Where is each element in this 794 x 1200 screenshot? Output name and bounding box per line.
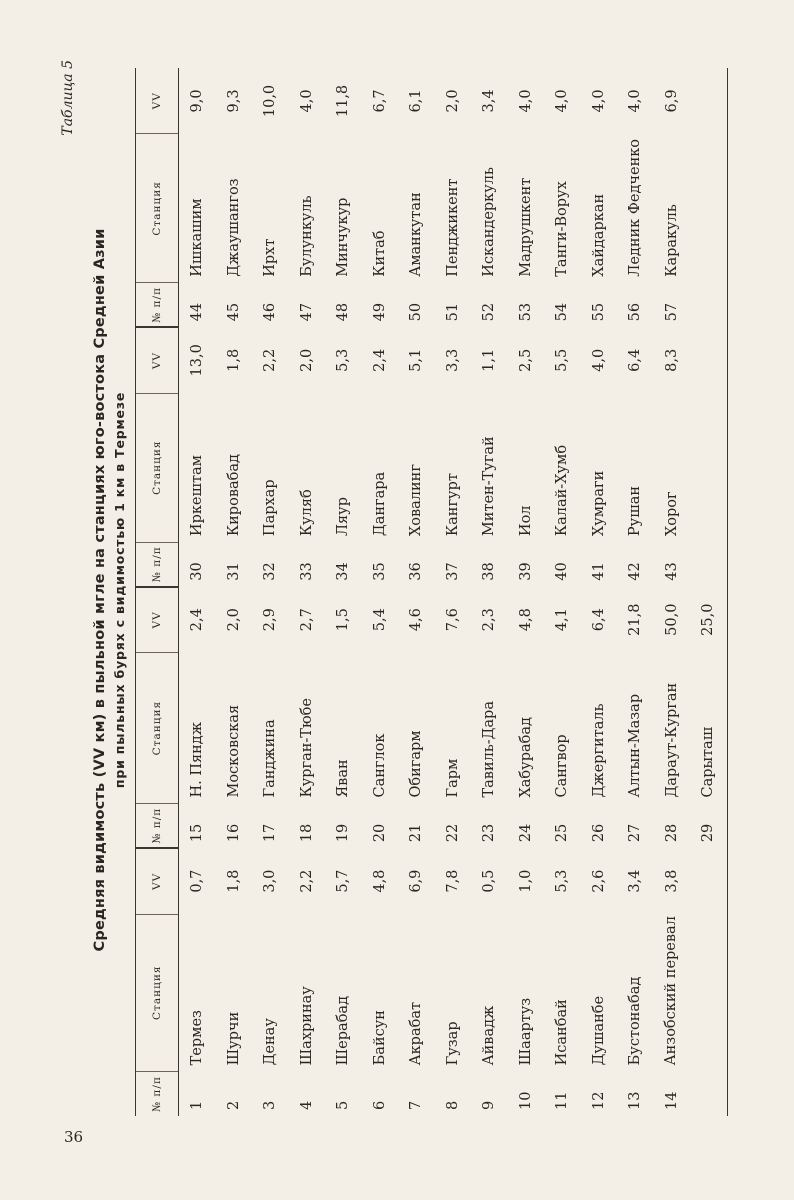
table-row bbox=[398, 68, 435, 1116]
visibility-value: 13,0 bbox=[189, 344, 206, 377]
row-number: 51 bbox=[444, 302, 461, 322]
visibility-value: 1,0 bbox=[517, 869, 534, 893]
row-number: 45 bbox=[225, 302, 242, 322]
row-number: 9 bbox=[481, 1100, 498, 1110]
row-number: 3 bbox=[262, 1100, 279, 1110]
visibility-value: 5,1 bbox=[408, 348, 425, 372]
row-number: 38 bbox=[481, 562, 498, 581]
table-row bbox=[179, 68, 216, 1116]
station-name: Обигарм bbox=[408, 730, 425, 798]
table-row bbox=[289, 68, 326, 1116]
row-number: 6 bbox=[371, 1100, 388, 1110]
visibility-table bbox=[135, 68, 728, 1116]
row-number: 26 bbox=[590, 823, 607, 843]
station-name: Курган-Тюбе bbox=[298, 698, 315, 798]
row-number: 11 bbox=[554, 1091, 571, 1110]
table-row bbox=[252, 68, 289, 1116]
station-name: Исанбай bbox=[554, 999, 571, 1066]
station-name: Денау bbox=[262, 1018, 279, 1066]
visibility-value: 8,3 bbox=[663, 348, 680, 372]
visibility-value: 2,0 bbox=[298, 348, 315, 372]
row-number: 48 bbox=[335, 302, 352, 322]
visibility-value: 7,8 bbox=[444, 869, 461, 893]
station-name: Сарыташ bbox=[690, 653, 727, 804]
visibility-value: 2,7 bbox=[298, 608, 315, 632]
header-station: Станция bbox=[136, 914, 179, 1071]
visibility-value: 5,3 bbox=[554, 869, 571, 893]
row-number: 4 bbox=[298, 1100, 315, 1110]
table-row bbox=[216, 68, 253, 1116]
station-name: Хумраги bbox=[590, 470, 607, 537]
station-name: Китаб bbox=[371, 230, 388, 277]
visibility-value: 4,0 bbox=[590, 348, 607, 372]
station-name: Термез bbox=[189, 1010, 206, 1066]
row-number: 41 bbox=[590, 562, 607, 581]
row-number: 19 bbox=[335, 823, 352, 843]
visibility-value: 0,5 bbox=[481, 869, 498, 893]
row-number: 18 bbox=[298, 823, 315, 843]
header-num: № п/п bbox=[136, 542, 179, 587]
visibility-value: 6,4 bbox=[590, 608, 607, 632]
station-name: Кировабад bbox=[225, 454, 242, 537]
row-number: 37 bbox=[444, 562, 461, 581]
table-row bbox=[435, 68, 472, 1116]
station-name bbox=[690, 914, 727, 1071]
visibility-value: 1,8 bbox=[225, 348, 242, 372]
row-number: 17 bbox=[262, 823, 279, 843]
row-number: 56 bbox=[627, 302, 644, 322]
header-num: № п/п bbox=[136, 1071, 179, 1116]
station-name: Байсун bbox=[371, 1010, 388, 1066]
row-number: 27 bbox=[627, 823, 644, 843]
visibility-value: 21,8 bbox=[627, 603, 644, 636]
row-number: 23 bbox=[481, 823, 498, 843]
row-number: 20 bbox=[371, 823, 388, 843]
station-name: Аманкутан bbox=[408, 192, 425, 277]
station-name: Иркештам bbox=[189, 455, 206, 537]
row-number: 16 bbox=[225, 823, 242, 843]
row-number: 52 bbox=[481, 302, 498, 322]
table-row bbox=[617, 68, 654, 1116]
table-label: Таблица 5 bbox=[60, 60, 76, 136]
row-number bbox=[690, 283, 727, 328]
visibility-value: 0,7 bbox=[189, 869, 206, 893]
visibility-value: 4,0 bbox=[554, 89, 571, 113]
visibility-value: 3,8 bbox=[663, 869, 680, 893]
table-subtitle: при пыльных бурях с видимостью 1 км в Термезе bbox=[112, 391, 127, 789]
station-name: Дараут-Курган bbox=[663, 682, 680, 798]
station-name: Танги-Ворух bbox=[554, 181, 571, 277]
row-number: 15 bbox=[189, 823, 206, 843]
station-name: Дангара bbox=[371, 471, 388, 537]
header-station: Станция bbox=[136, 134, 179, 283]
visibility-value: 4,0 bbox=[298, 89, 315, 113]
row-number: 49 bbox=[371, 302, 388, 322]
table-row bbox=[325, 68, 362, 1116]
visibility-value: 4,8 bbox=[371, 869, 388, 893]
row-number: 29 bbox=[690, 804, 727, 849]
station-name: Искандеркуль bbox=[481, 167, 498, 277]
row-number: 21 bbox=[408, 823, 425, 843]
row-number: 28 bbox=[663, 823, 680, 843]
row-number: 12 bbox=[590, 1091, 607, 1110]
visibility-value: 2,2 bbox=[262, 348, 279, 372]
visibility-value: 4,1 bbox=[554, 608, 571, 632]
row-number: 25 bbox=[554, 823, 571, 843]
row-number: 30 bbox=[189, 562, 206, 581]
visibility-value: 3,3 bbox=[444, 348, 461, 372]
row-number: 57 bbox=[663, 302, 680, 322]
station-name: Яван bbox=[335, 759, 352, 798]
row-number: 54 bbox=[554, 302, 571, 322]
header-num: № п/п bbox=[136, 283, 179, 328]
row-number: 43 bbox=[663, 562, 680, 581]
visibility-value: 9,0 bbox=[189, 89, 206, 113]
visibility-value: 2,2 bbox=[298, 869, 315, 893]
station-name: Пенджикент bbox=[444, 178, 461, 277]
visibility-value bbox=[690, 848, 727, 914]
station-name: Алтын-Мазар bbox=[627, 693, 644, 798]
station-name: Шерабад bbox=[335, 996, 352, 1066]
station-name: Гарм bbox=[444, 758, 461, 798]
visibility-value: 2,0 bbox=[225, 608, 242, 632]
visibility-value bbox=[690, 327, 727, 393]
station-name: Гузар bbox=[444, 1021, 461, 1066]
station-name: Пархар bbox=[262, 479, 279, 537]
station-name: Минчукур bbox=[335, 197, 352, 277]
station-name: Анзобский перевал bbox=[663, 916, 680, 1066]
table-row bbox=[654, 68, 691, 1116]
visibility-value: 3,0 bbox=[262, 869, 279, 893]
rotated-table-page bbox=[60, 60, 760, 1120]
station-name: Куляб bbox=[298, 489, 315, 537]
visibility-value: 9,3 bbox=[225, 89, 242, 113]
header-station: Станция bbox=[136, 653, 179, 804]
visibility-value: 2,9 bbox=[262, 608, 279, 632]
visibility-value: 6,9 bbox=[408, 869, 425, 893]
station-name: Шаартуз bbox=[517, 997, 534, 1066]
visibility-value: 1,5 bbox=[335, 608, 352, 632]
row-number: 36 bbox=[408, 562, 425, 581]
visibility-value: 6,9 bbox=[663, 89, 680, 113]
table-body bbox=[179, 68, 728, 1116]
visibility-value: 11,8 bbox=[335, 84, 352, 118]
station-name: Душанбе bbox=[590, 995, 607, 1066]
row-number: 8 bbox=[444, 1100, 461, 1110]
row-number: 34 bbox=[335, 562, 352, 581]
row-number: 40 bbox=[554, 562, 571, 581]
visibility-value: 4,8 bbox=[517, 608, 534, 632]
station-name: Московская bbox=[225, 704, 242, 798]
visibility-value: 7,6 bbox=[444, 608, 461, 632]
header-vv: VV bbox=[136, 68, 179, 134]
visibility-value: 5,5 bbox=[554, 348, 571, 372]
row-number: 24 bbox=[517, 823, 534, 843]
visibility-value: 4,0 bbox=[517, 89, 534, 113]
station-name: Санглок bbox=[371, 733, 388, 798]
row-number: 44 bbox=[189, 302, 206, 322]
row-number: 47 bbox=[298, 302, 315, 322]
station-name: Бустонабад bbox=[627, 976, 644, 1066]
page-number: 36 bbox=[64, 1128, 84, 1146]
station-name: Джаушангоз bbox=[225, 178, 242, 277]
row-number: 13 bbox=[627, 1091, 644, 1110]
visibility-value: 2,4 bbox=[189, 608, 206, 632]
header-num: № п/п bbox=[136, 804, 179, 849]
row-number: 32 bbox=[262, 562, 279, 581]
row-number: 14 bbox=[663, 1091, 680, 1110]
station-name: Ледник Федченко bbox=[626, 138, 643, 277]
visibility-value: 5,3 bbox=[335, 348, 352, 372]
station-name: Булункуль bbox=[298, 195, 315, 277]
table-title: Средняя видимость (VV км) в пыльной мгле на станциях юго-востока Средней Азии bbox=[92, 228, 108, 952]
station-name: Шахринау bbox=[298, 986, 315, 1066]
visibility-value: 3,4 bbox=[627, 869, 644, 893]
row-number: 31 bbox=[225, 562, 242, 581]
row-number bbox=[690, 542, 727, 587]
station-name: Тавиль-Дара bbox=[481, 701, 498, 798]
visibility-value: 6,4 bbox=[627, 348, 644, 372]
row-number: 2 bbox=[225, 1100, 242, 1110]
row-number: 10 bbox=[517, 1091, 534, 1110]
station-name: Айвадж bbox=[481, 1005, 498, 1066]
table-row bbox=[690, 68, 727, 1116]
header-vv: VV bbox=[136, 848, 179, 914]
row-number bbox=[690, 1071, 727, 1116]
station-name: Ховалинг bbox=[408, 464, 425, 537]
visibility-value: 10,0 bbox=[262, 84, 279, 118]
station-name: Иол bbox=[517, 505, 534, 537]
visibility-value: 4,0 bbox=[627, 89, 644, 113]
row-number: 1 bbox=[189, 1100, 206, 1110]
row-number: 42 bbox=[627, 562, 644, 581]
header-vv: VV bbox=[136, 587, 179, 653]
header-vv: VV bbox=[136, 327, 179, 393]
row-number: 55 bbox=[590, 302, 607, 322]
station-name: Н. Пяндж bbox=[189, 721, 206, 798]
row-number: 50 bbox=[408, 302, 425, 322]
visibility-value: 2,5 bbox=[517, 348, 534, 372]
row-number: 5 bbox=[335, 1100, 352, 1110]
visibility-value: 6,1 bbox=[408, 89, 425, 113]
table-row bbox=[362, 68, 399, 1116]
station-name: Джергиталь bbox=[590, 703, 607, 798]
table-row bbox=[544, 68, 581, 1116]
station-name: Хорог bbox=[663, 491, 680, 537]
row-number: 7 bbox=[408, 1100, 425, 1110]
visibility-value: 5,4 bbox=[371, 608, 388, 632]
station-name: Сангвор bbox=[554, 734, 571, 798]
visibility-value: 5,7 bbox=[335, 869, 352, 893]
station-name: Ганджина bbox=[262, 719, 279, 798]
visibility-value: 2,6 bbox=[590, 869, 607, 893]
visibility-value: 2,3 bbox=[481, 608, 498, 632]
station-name: Каракуль bbox=[663, 204, 680, 277]
visibility-value: 25,0 bbox=[690, 587, 727, 653]
header-station: Станция bbox=[136, 393, 179, 542]
visibility-value: 50,0 bbox=[663, 603, 680, 636]
station-name: Рушан bbox=[627, 486, 644, 537]
table-row bbox=[508, 68, 545, 1116]
station-name: Ирхт bbox=[262, 238, 279, 277]
row-number: 22 bbox=[444, 823, 461, 843]
header-row bbox=[136, 68, 179, 1116]
visibility-value: 6,7 bbox=[371, 89, 388, 113]
station-name: Хабурабад bbox=[517, 717, 534, 798]
row-number: 33 bbox=[298, 562, 315, 581]
station-name: Ишкашим bbox=[189, 198, 206, 277]
station-name: Кангурт bbox=[444, 473, 461, 537]
row-number: 39 bbox=[517, 562, 534, 581]
visibility-value: 1,8 bbox=[225, 869, 242, 893]
visibility-value: 1,1 bbox=[481, 348, 498, 372]
visibility-value: 4,0 bbox=[590, 89, 607, 113]
station-name bbox=[690, 393, 727, 542]
row-number: 35 bbox=[371, 562, 388, 581]
station-name: Акрабат bbox=[408, 1001, 425, 1066]
visibility-value: 4,6 bbox=[408, 608, 425, 632]
station-name bbox=[690, 134, 727, 283]
visibility-value: 2,4 bbox=[371, 348, 388, 372]
visibility-value bbox=[690, 68, 727, 134]
row-number: 46 bbox=[262, 302, 279, 322]
station-name: Ляур bbox=[335, 497, 352, 537]
station-name: Митен-Тугай bbox=[481, 436, 498, 537]
table-row bbox=[581, 68, 618, 1116]
visibility-value: 3,4 bbox=[481, 89, 498, 113]
station-name: Хайдаркан bbox=[590, 193, 607, 277]
station-name: Шурчи bbox=[225, 1011, 242, 1066]
table-row bbox=[471, 68, 508, 1116]
station-name: Калай-Хумб bbox=[554, 444, 571, 537]
station-name: Мадрушкент bbox=[517, 177, 534, 277]
visibility-value: 2,0 bbox=[444, 89, 461, 113]
row-number: 53 bbox=[517, 302, 534, 322]
